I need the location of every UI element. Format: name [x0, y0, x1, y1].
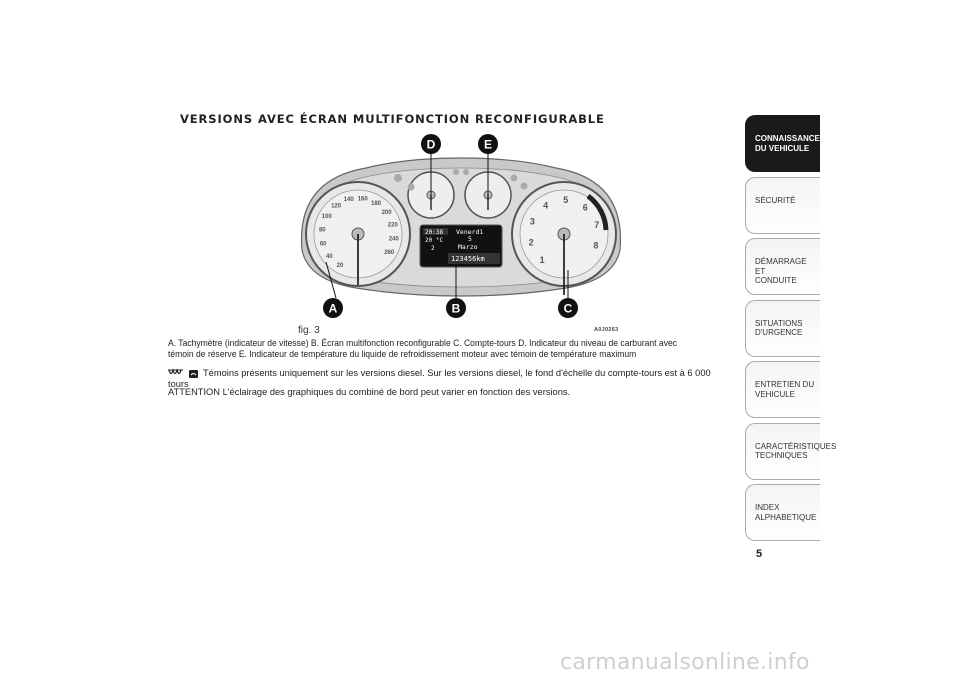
dial-tick-label: 140	[343, 197, 354, 204]
dial-tick-label: 100	[321, 214, 332, 220]
dial-tick-label: 60	[319, 241, 327, 248]
dial-tick-label: 240	[388, 236, 399, 243]
dial-tick-label: 2	[528, 237, 534, 248]
callout-a: A	[328, 301, 338, 316]
diesel-note-text: Témoins présents uniquement sur les versions diesel. Sur les versions diesel, le fond d'échelle du compte-tours est à 6 000 tours	[168, 368, 711, 389]
display-month: Marzo	[458, 243, 478, 251]
dial-tick-label: 8	[593, 240, 599, 251]
dial-tick-label: 20	[336, 263, 344, 270]
dial-tick-label: 7	[594, 219, 600, 230]
page-heading: VERSIONS AVEC ÉCRAN MULTIFONCTION RECONFIGURABLE	[180, 112, 605, 126]
callout-d: D	[426, 137, 436, 152]
page-number: 5	[756, 548, 763, 560]
display-gear: 2	[431, 245, 435, 252]
figure-description: A. Tachymètre (indicateur de vitesse) B. Écran multifonction reconfigurable C. Compte-tours D. Indicateur du niveau de carburant avec témoin de réserve E. Indicateur de température du liquide de refroidissement moteur avec témoin de température maximum	[168, 338, 678, 359]
callout-b: B	[451, 301, 461, 316]
chapter-tabs	[745, 115, 837, 546]
figure-code: A0J0263	[594, 327, 619, 333]
dial-tick-label: 260	[384, 250, 395, 256]
tab-situations-d-urgence[interactable]: SITUATIONS D'URGENCE	[745, 300, 820, 357]
glow-plug-icon	[168, 369, 184, 378]
tab-demarrage-et-conduite[interactable]: DÉMARRAGE ET CONDUITE	[745, 238, 820, 295]
display-time: 20:38	[425, 229, 444, 236]
figure-caption: fig. 3	[298, 325, 320, 336]
tab-index-alphabetique[interactable]: INDEX ALPHABETIQUE	[745, 484, 820, 541]
tab-entretien-du-vehicule[interactable]: ENTRETIEN DU VEHICULE	[745, 361, 820, 418]
display-odometer: 123456km	[451, 255, 485, 263]
attention-note: ATTENTION L'éclairage des graphiques du combiné de bord peut varier en fonction des versions.	[168, 387, 571, 397]
dial-tick-label: 220	[387, 222, 398, 229]
dial-tick-label: 80	[318, 227, 326, 234]
tab-connaissance-du-vehicule[interactable]: CONNAISSANCE DU VEHICULE	[745, 115, 820, 172]
dial-tick-label: 180	[370, 200, 382, 207]
dial-tick-label: 4	[543, 200, 549, 211]
dial-tick-label: 160	[357, 196, 368, 203]
dial-tick-label: 6	[582, 202, 588, 213]
dial-tick-label: 200	[381, 210, 392, 217]
watermark: carmanualsonline.info	[560, 650, 810, 675]
callout-e: E	[483, 137, 493, 152]
dial-tick-label: 40	[326, 253, 333, 260]
display-temp: 20 °C	[425, 237, 444, 244]
callout-c: C	[563, 301, 573, 316]
dial-tick-label: 5	[563, 195, 569, 205]
dial-tick-label: 3	[529, 216, 535, 227]
tab-caracteristiques-techniques[interactable]: CARACTÉRISTIQUES TECHNIQUES	[745, 423, 820, 480]
tab-securite[interactable]: SÉCURITÉ	[745, 177, 820, 234]
dial-tick-label: 1	[539, 255, 545, 265]
water-in-fuel-icon	[188, 369, 199, 379]
instrument-cluster-figure	[296, 130, 626, 336]
display-day: Venerdì	[456, 228, 484, 236]
dial-tick-label: 120	[331, 203, 342, 210]
display-date: 5	[468, 235, 472, 243]
